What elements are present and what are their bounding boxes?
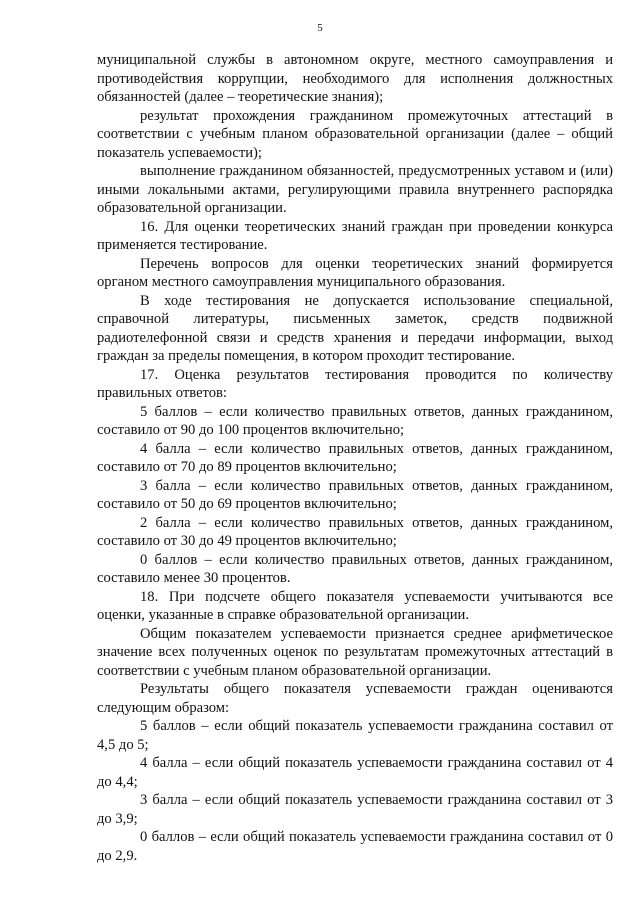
paragraph-item-16: 16. Для оценки теоретических знаний граждан при проведении конкурса применяется тестирование. bbox=[97, 218, 613, 253]
paragraph-item-18: 18. При подсчете общего показателя успеваемости учитываются все оценки, указанные в справке образовательной организации. bbox=[97, 588, 613, 623]
paragraph-score-3-test: 3 балла – если количество правильных ответов, данных гражданином, составило от 50 до 69 процентов включительно; bbox=[97, 477, 613, 512]
paragraph-item-17: 17. Оценка результатов тестирования проводится по количеству правильных ответов: bbox=[97, 366, 613, 401]
paragraph-question-list: Перечень вопросов для оценки теоретических знаний формируется органом местного самоуправления муниципального образования. bbox=[97, 255, 613, 290]
paragraph-score-3-average: 3 балла – если общий показатель успеваемости гражданина составил от 3 до 3,9; bbox=[97, 792, 613, 827]
document-body bbox=[97, 51, 613, 865]
paragraph-results-intro: Результаты общего показателя успеваемости граждан оцениваются следующим образом: bbox=[97, 681, 613, 716]
paragraph-score-0-test: 0 баллов – если количество правильных ответов, данных гражданином, составило менее 30 процентов. bbox=[97, 551, 613, 586]
paragraph-average-definition: Общим показателем успеваемости признается среднее арифметическое значение всех полученных оценок по результатам промежуточных аттестаций в соответствии с учебным планом образовательной организации. bbox=[97, 625, 613, 679]
paragraph-continuation: муниципальной службы в автономном округе, местного самоуправления и противодействия коррупции, необходимого для исполнения должностных обязанностей (далее – теоретические знания); bbox=[97, 52, 613, 105]
paragraph-score-5-average: 5 баллов – если общий показатель успеваемости гражданина составил от 4,5 до 5; bbox=[97, 718, 613, 753]
paragraph-intermediate-attestation: результат прохождения гражданином промежуточных аттестаций в соответствии с учебным планом образовательной организации (далее – общий показатель успеваемости); bbox=[97, 107, 613, 161]
paragraph-score-2-test: 2 балла – если количество правильных ответов, данных гражданином, составило от 30 до 49 процентов включительно; bbox=[97, 514, 613, 549]
paragraph-score-4-test: 4 балла – если количество правильных ответов, данных гражданином, составило от 70 до 89 процентов включительно; bbox=[97, 440, 613, 475]
paragraph-score-4-average: 4 балла – если общий показатель успеваемости гражданина составил от 4 до 4,4; bbox=[97, 755, 613, 790]
paragraph-score-5-test: 5 баллов – если количество правильных ответов, данных гражданином, составило от 90 до 100 процентов включительно; bbox=[97, 403, 613, 438]
paragraph-testing-rules: В ходе тестирования не допускается использование специальной, справочной литературы, письменных заметок, средств подвижной радиотелефонной связи и средств хранения и передачи информации, выход граждан за пределы помещения, в котором проходит тестирование. bbox=[97, 292, 613, 364]
paragraph-score-0-average: 0 баллов – если общий показатель успеваемости гражданина составил от 0 до 2,9. bbox=[97, 829, 613, 864]
paragraph-obligations: выполнение гражданином обязанностей, предусмотренных уставом и (или) иными локальными актами, регулирующими правила внутреннего распорядка образовательной организации. bbox=[97, 163, 613, 216]
page-number: 5 bbox=[317, 22, 323, 34]
